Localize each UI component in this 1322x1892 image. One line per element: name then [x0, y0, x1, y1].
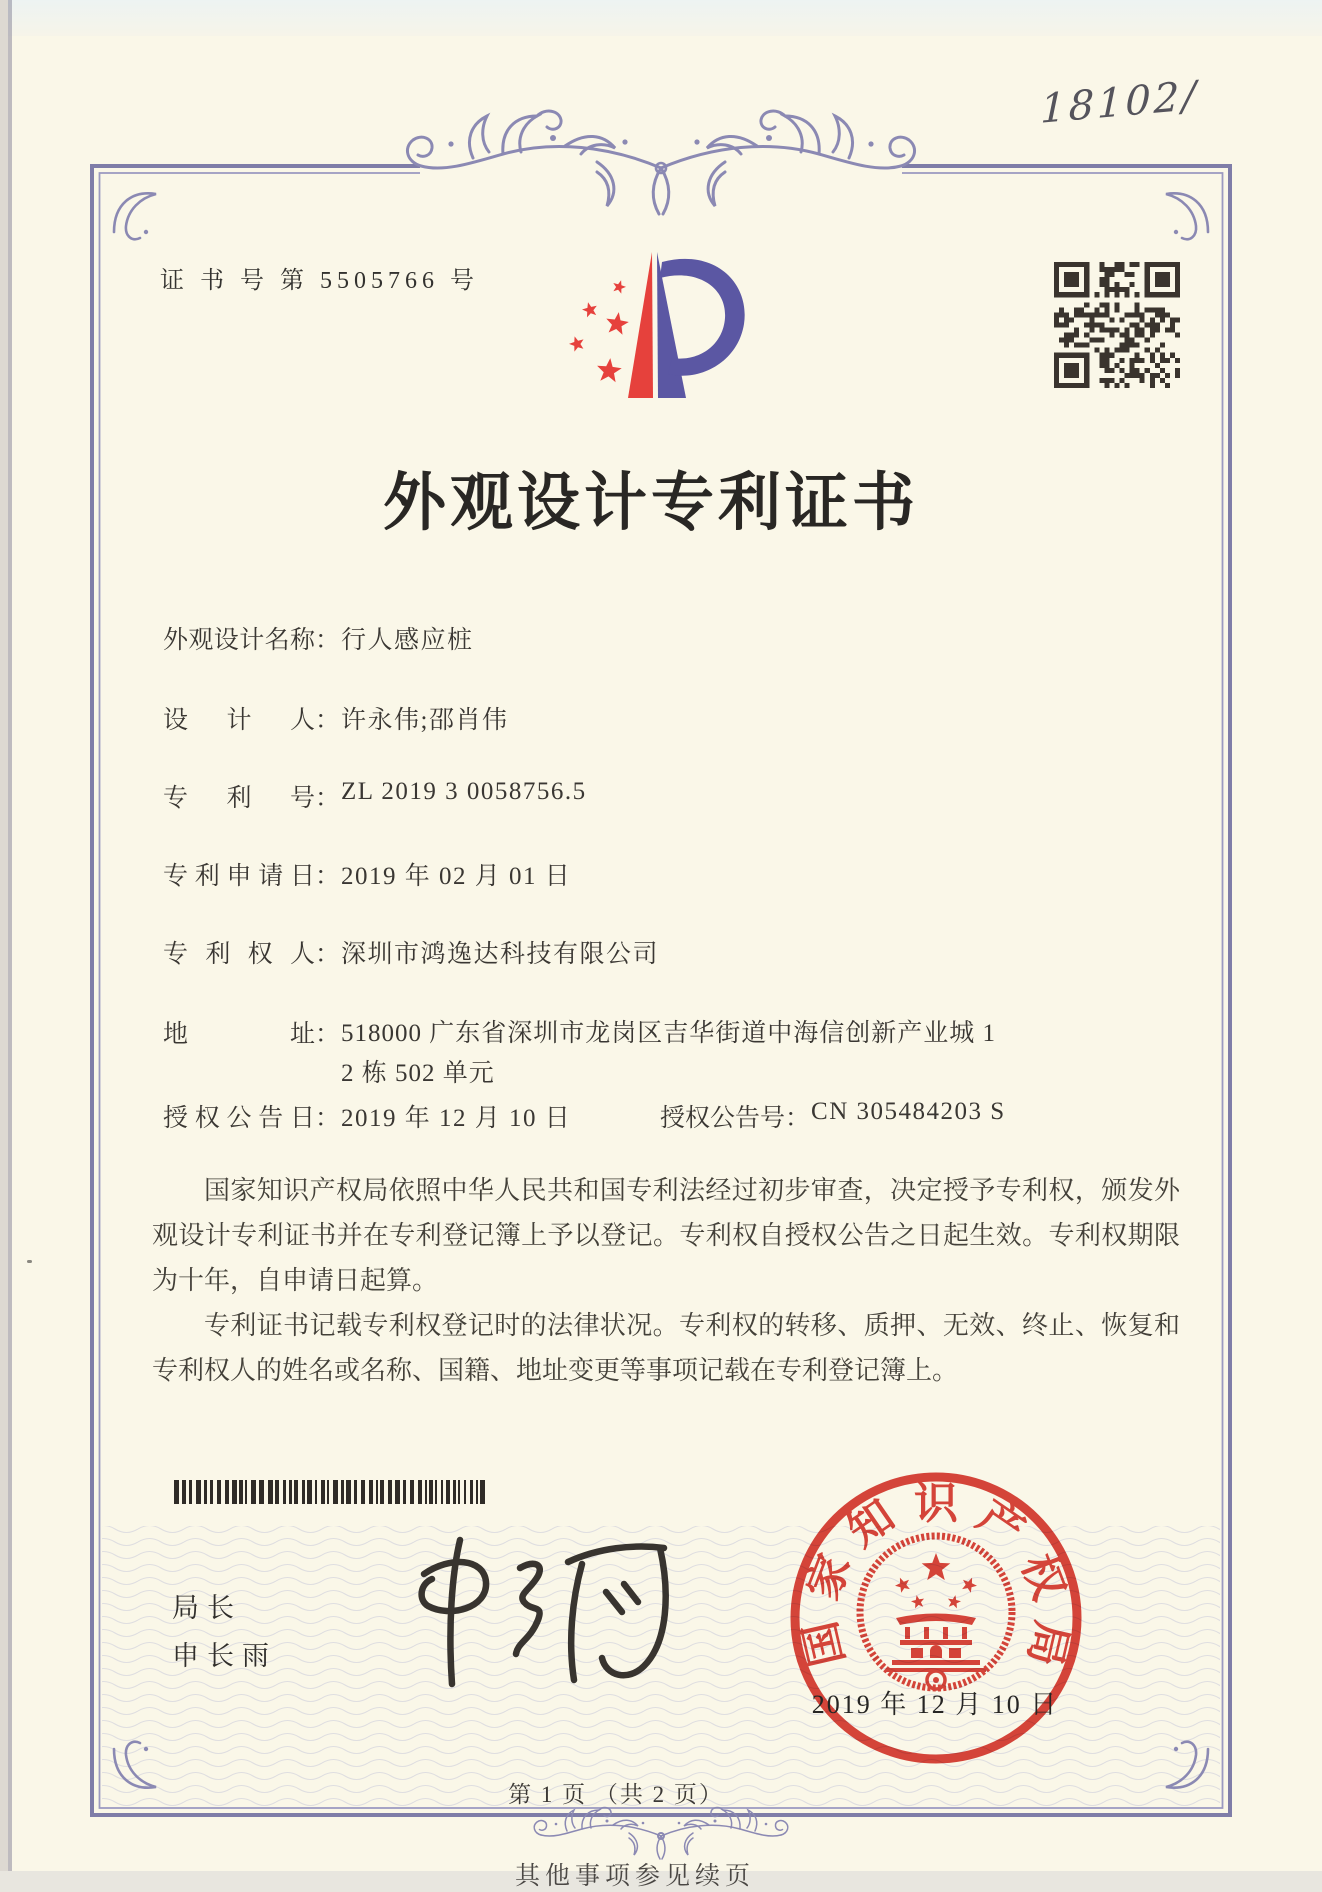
field-label: 专利申请日 — [163, 863, 315, 890]
field-label: 授权公告号 — [660, 1105, 786, 1132]
field-value: 许永伟;邵肖伟 — [341, 707, 509, 734]
field-row-address — [163, 1014, 996, 1094]
address-line-1: 518000 广东省深圳市龙岗区吉华街道中海信创新产业城 1 — [341, 1020, 997, 1047]
field-colon: ： — [315, 707, 341, 734]
svg-text:权: 权 — [1012, 1547, 1074, 1607]
field-colon: ： — [315, 627, 341, 654]
svg-text:国: 国 — [795, 1616, 854, 1671]
grant-number-pair — [660, 1098, 1006, 1134]
field-value: ZL 2019 3 0058756.5 — [341, 778, 587, 805]
address-line-2: 2 栋 502 单元 — [341, 1060, 495, 1087]
cnipa-logo-icon — [558, 246, 763, 404]
grant-date-value: 2019 年 12 月 10 日 — [341, 1105, 572, 1132]
director-name: 申长雨 — [172, 1641, 277, 1671]
cnipa-red-seal-icon — [775, 1455, 1099, 1781]
field-row-patent-number — [163, 778, 587, 814]
field-colon: ： — [315, 1021, 341, 1048]
legal-paragraph-2: 专利证书记载专利权登记时的法律状况。专利权的转移、质押、无效、终止、恢复和专利权人的姓名或名称、国籍、地址变更等事项记载在专利登记簿上。 — [152, 1311, 1180, 1385]
field-value: 深圳市鸿逸达科技有限公司 — [341, 941, 660, 968]
field-value: 行人感应桩 — [341, 627, 474, 654]
seal-national-emblem — [860, 1536, 1012, 1689]
page-number-footer: 第 1 页 （共 2 页） — [508, 1782, 724, 1807]
director-title: 局长 — [172, 1593, 242, 1623]
field-label: 设计人 — [163, 707, 315, 734]
legal-text-block — [152, 1168, 1180, 1393]
svg-text:知: 知 — [839, 1490, 904, 1557]
field-row-design-name — [163, 620, 474, 656]
logo-blue-p-bowl — [660, 259, 745, 376]
field-colon: ： — [315, 785, 341, 812]
field-colon: ： — [315, 941, 341, 968]
svg-text:局: 局 — [1018, 1616, 1077, 1671]
field-row-designer — [163, 700, 508, 736]
director-signature-handwriting-icon — [372, 1534, 672, 1704]
emblem-stars — [895, 1553, 977, 1608]
handwritten-number: 18102/ — [1039, 72, 1199, 133]
logo-stars — [569, 280, 629, 382]
corner-flourish-top-right — [1166, 193, 1208, 239]
field-value: 2019 年 02 月 01 日 — [341, 863, 572, 890]
grant-number-value: CN 305484203 S — [811, 1098, 1006, 1125]
field-label: 专利权人 — [163, 941, 315, 968]
seal-grant-date: 2019 年 12 月 10 日 — [811, 1690, 1059, 1719]
field-label: 外观设计名称 — [163, 627, 315, 654]
field-colon: ： — [785, 1105, 811, 1132]
svg-text:产: 产 — [968, 1490, 1033, 1557]
qr-code — [1054, 262, 1180, 388]
legal-paragraph-1: 国家知识产权局依照中华人民共和国专利法经过初步审查，决定授予专利权，颁发外观设计专利证书并在专利登记簿上予以登记。专利权自授权公告之日起生效。专利权期限为十年，自申请日起算。 — [152, 1176, 1180, 1295]
svg-text:识: 识 — [914, 1479, 958, 1528]
cutoff-next-line-text: 其他事项参见续页 — [515, 1863, 756, 1890]
logo-red-spike — [628, 252, 653, 398]
top-center-flourish — [407, 111, 914, 214]
certificate-number: 证 书 号 第 5505766 号 — [160, 268, 479, 294]
field-row-filing-date — [163, 856, 571, 892]
field-label: 授权公告日 — [163, 1105, 315, 1132]
certificate-title: 外观设计专利证书 — [383, 468, 919, 538]
svg-text:家: 家 — [798, 1547, 860, 1607]
barcode — [172, 1480, 498, 1504]
field-label: 专利号 — [163, 785, 315, 812]
field-row-grant — [163, 1098, 1006, 1134]
corner-flourish-top-left — [114, 193, 156, 239]
field-label: 地址 — [163, 1021, 315, 1048]
field-colon: ： — [315, 863, 341, 890]
field-value — [341, 1014, 996, 1094]
field-colon: ： — [315, 1105, 341, 1132]
field-row-patentee — [163, 934, 659, 970]
